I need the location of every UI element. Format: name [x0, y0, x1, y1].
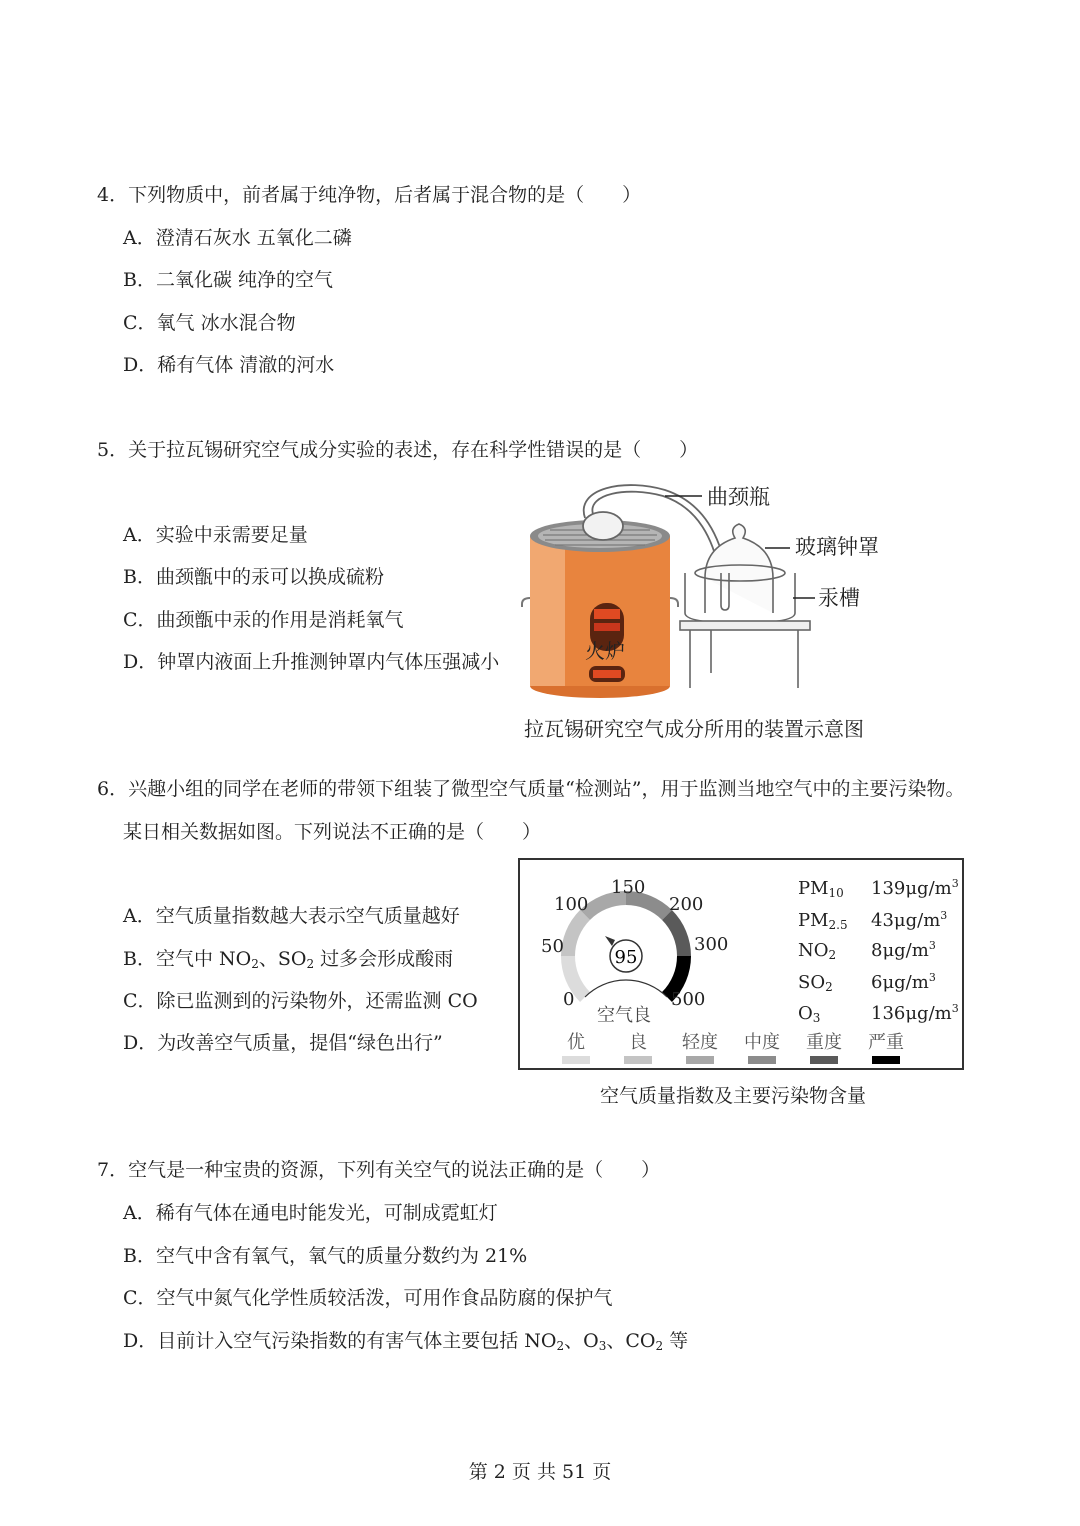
label-furnace: 火炉 — [585, 639, 625, 663]
tick-200: 200 — [669, 894, 704, 915]
gauge-segment-light — [585, 898, 626, 915]
legend-swatch — [872, 1056, 900, 1064]
q5-stem: 5．关于拉瓦锡研究空气成分实验的表述，存在科学性错误的是（ ） — [97, 439, 699, 461]
q6-stem-line2: 某日相关数据如图。下列说法不正确的是（ ） — [123, 821, 542, 843]
q4-option-c: C．氧气 冰水混合物 — [123, 312, 296, 334]
pollutant-value: $6\mu g/m^3$ — [871, 971, 936, 993]
pollutant-name: $SO_2$ — [798, 972, 833, 994]
tick-500: 500 — [671, 989, 706, 1010]
tick-100: 100 — [554, 894, 589, 915]
q5-option-c: C．曲颈甑中汞的作用是消耗氧气 — [123, 609, 404, 631]
tick-0: 0 — [563, 989, 575, 1010]
tick-50: 50 — [541, 936, 564, 957]
q7-stem: 7．空气是一种宝贵的资源，下列有关空气的说法正确的是（ ） — [97, 1159, 661, 1181]
label-bell-jar: 玻璃钟罩 — [795, 535, 879, 559]
q7-option-a: A．稀有气体在通电时能发光，可制成霓虹灯 — [123, 1202, 498, 1224]
q5-figure-caption: 拉瓦锡研究空气成分所用的装置示意图 — [524, 717, 864, 741]
gauge-value: 95 — [614, 947, 638, 968]
q5-option-a: A．实验中汞需要足量 — [123, 524, 308, 546]
legend-swatch — [810, 1056, 838, 1064]
q5-option-d: D．钟罩内液面上升推测钟罩内气体压强减小 — [123, 651, 500, 673]
legend-label: 严重 — [868, 1032, 904, 1053]
legend-swatch — [748, 1056, 776, 1064]
label-retort: 曲颈瓶 — [707, 485, 770, 509]
page-footer: 第 2 页 共 51 页 — [468, 1461, 612, 1483]
legend-label: 重度 — [806, 1032, 842, 1053]
aqi-figure — [518, 858, 964, 1070]
tick-300: 300 — [694, 934, 729, 955]
q4-option-a: A．澄清石灰水 五氧化二磷 — [123, 227, 352, 249]
gauge-segment-heavy — [667, 915, 684, 956]
q4-option-b: B．二氧化碳 纯净的空气 — [123, 269, 334, 291]
legend-label: 中度 — [744, 1032, 780, 1053]
pollutant-name: $NO_2$ — [798, 940, 837, 962]
q7-option-c: C．空气中氮气化学性质较活泼，可用作食品防腐的保护气 — [123, 1287, 613, 1309]
q6-option-b: B．空气中 $NO_2$、$SO_2$ 过多会形成酸雨 — [123, 948, 454, 971]
legend-swatch — [686, 1056, 714, 1064]
pollutant-value: $43\mu g/m^3$ — [871, 909, 948, 931]
pollutant-name: $PM_{2.5}$ — [798, 910, 848, 932]
legend-swatch — [562, 1056, 590, 1064]
furnace — [522, 520, 678, 698]
q6-figure-caption: 空气质量指数及主要污染物含量 — [600, 1085, 867, 1107]
q6-option-c: C．除已监测到的污染物外，还需监测 CO — [123, 990, 478, 1012]
pollutant-value: $8\mu g/m^3$ — [871, 939, 936, 961]
legend-label: 优 — [567, 1032, 585, 1053]
q7-option-d: D．目前计入空气污染指数的有害气体主要包括 $NO_2$、$O_3$、$CO_2$ 等 — [123, 1330, 689, 1353]
pollutant-name: $O_3$ — [798, 1003, 821, 1025]
gauge-segment-moderate — [626, 898, 667, 915]
gauge-segment-good — [568, 915, 585, 956]
pollutant-value: $136\mu g/m^3$ — [871, 1002, 959, 1024]
q4-option-d: D．稀有气体 清澈的河水 — [123, 354, 335, 376]
lavoisier-apparatus-figure — [515, 478, 915, 708]
label-trough: 汞槽 — [818, 586, 860, 610]
q7-option-b: B．空气中含有氧气，氧气的质量分数约为 21% — [123, 1245, 528, 1267]
legend-label: 良 — [629, 1032, 647, 1053]
q5-option-b: B．曲颈甑中的汞可以换成硫粉 — [123, 566, 384, 588]
pollutant-name: $PM_{10}$ — [798, 878, 844, 900]
legend-label: 轻度 — [682, 1032, 718, 1053]
gauge-status: 空气良 — [597, 1005, 651, 1026]
pollutant-value: $139\mu g/m^3$ — [871, 877, 959, 899]
q6-option-a: A．空气质量指数越大表示空气质量越好 — [123, 905, 460, 927]
q4-stem: 4．下列物质中，前者属于纯净物，后者属于混合物的是（ ） — [97, 184, 642, 206]
bell-jar-trough — [680, 524, 810, 688]
tick-150: 150 — [611, 877, 646, 898]
q6-stem-line1: 6．兴趣小组的同学在老师的带领下组装了微型空气质量“检测站”，用于监测当地空气中的主要污染物。 — [97, 778, 965, 800]
q6-option-d: D．为改善空气质量，提倡“绿色出行” — [123, 1032, 443, 1054]
legend-swatch — [624, 1056, 652, 1064]
